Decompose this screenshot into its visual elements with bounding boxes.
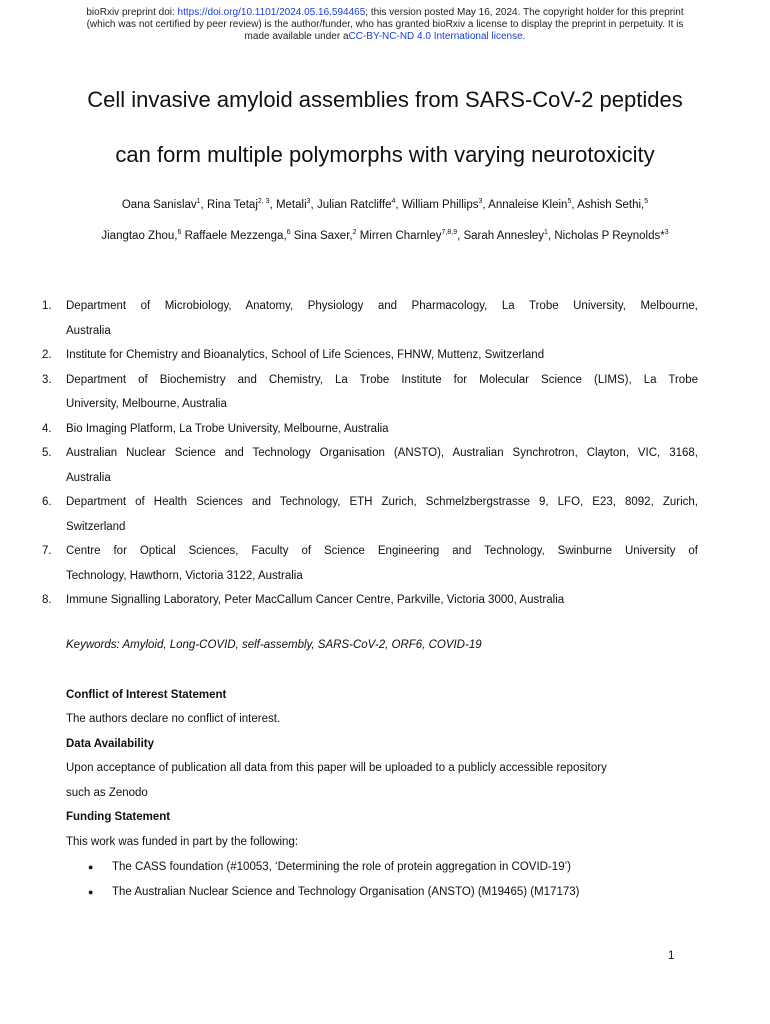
affiliation-item [42,417,698,442]
affiliation-number: 4. [42,422,52,435]
affiliation-text [66,588,698,613]
author-affiliation-mark: 7,8,9 [441,229,458,237]
affiliation-item [42,294,698,343]
author-list [52,198,718,260]
affiliation-line: University, Melbourne, Australia [66,398,227,410]
author [276,199,311,211]
author [577,199,648,211]
title-line-2: can form multiple polymorphs with varying neurotoxicity [115,142,655,167]
notice-line-2: (which was not certified by peer review) is the author/funder, who has granted bioRxiv a license to display the preprint in perpetuity. It is [86,19,684,30]
author [402,199,483,211]
page-number: 1 [668,950,675,962]
funding-list [88,855,698,904]
affiliation-line: Australian Nuclear Science and Technology Organisation (ANSTO), Australian Synchrotron, Clayton, VIC, 3168, [66,447,698,459]
author-affiliation-mark: 6 [177,229,182,237]
funding-item-text: The CASS foundation (#10053, ‘Determining the role of protein aggregation in COVID-19’) [112,861,571,873]
author-affiliation-mark: 2 [352,229,357,237]
author-affiliation-mark: 3 [306,198,311,206]
affiliation-line: Centre for Optical Sciences, Faculty of Science Engineering and Technology, Swinburne University of [66,545,698,557]
data-availability-line-1: Upon acceptance of publication all data from this paper will be uploaded to a publicly accessible repository [66,762,607,774]
author-affiliation-mark: 3 [478,198,483,206]
doi-link[interactable]: https://doi.org/10.1101/2024.05.16.594465 [177,7,366,18]
paper-title [40,86,730,169]
author [360,230,457,242]
author [122,199,201,211]
affiliation-line: Technology, Hawthorn, Victoria 3122, Australia [66,569,303,582]
funding-intro: This work was funded in part by the following: [66,836,299,848]
author-name: Nicholas P Reynolds* [554,230,665,242]
affiliation-number: 6. [42,496,52,508]
author [463,230,547,242]
funding-heading: Funding Statement [66,811,171,823]
author-name: Oana Sanislav [121,199,197,211]
data-availability-line-2: such as Zenodo [66,787,148,799]
author [488,199,571,211]
affiliation-number: 1. [42,300,52,312]
author-name: William Phillips [401,199,479,211]
notice-line-1: bioRxiv preprint doi: https://doi.org/10.1101/2024.05.16.594465; this version posted May 16, 2024. The copyright holder for this preprint [86,7,684,18]
author-affiliation-mark: 4 [391,198,396,206]
title-line-1: Cell invasive amyloid assemblies from SARS-CoV-2 peptides [87,87,683,112]
author-name: Metali [275,199,307,211]
author-name: Raffaele Mezzenga, [184,230,287,242]
author-name: Jiangtao Zhou, [101,230,178,242]
author-affiliation-mark: 6 [286,229,291,237]
affiliation-item [42,368,698,417]
affiliation-item [42,490,698,539]
funding-item [88,880,698,905]
affiliation-line: Department of Microbiology, Anatomy, Physiology and Pharmacology, La Trobe University, Melbourne, [66,300,698,312]
conflict-heading: Conflict of Interest Statement [66,689,227,701]
affiliation-list [42,294,698,613]
author-name: Rina Tetaj [206,199,258,211]
author [101,230,181,242]
author-row-2: Jiangtao Zhou,$^6$ Raffaele Mezzenga,$^6$ Sina Saxer,$^2$ Mirren Charnley$^{7,8,9}$, Sarah Annesley$^1$, Nicholas P Reynolds*$^3$ [101,229,669,242]
affiliation-number: 8. [42,594,52,606]
affiliation-line: Immune Signalling Laboratory, Peter MacCallum Cancer Centre, Parkville, Victoria 3000, Australia [66,594,565,606]
author-row-1: Oana Sanislav$^1$, Rina Tetaj$^{2, 3}$, Metali$^3$, Julian Ratcliffe$^4$, William Phillips$^3$, Annaleise Klein$^5$, Ashish Sethi,$^5$ [121,198,649,211]
author-affiliation-mark: 5 [567,198,572,206]
affiliation-line: Department of Health Sciences and Technology, ETH Zurich, Schmelzbergstrasse 9, LFO, E23, 8092, Zurich, [66,496,698,508]
affiliation-line: Department of Biochemistry and Chemistry, La Trobe Institute for Molecular Science (LIMS), La Trobe [66,373,698,386]
author-affiliation-mark: 1 [196,198,201,206]
affiliation-line: Bio Imaging Platform, La Trobe University, Melbourne, Australia [66,422,389,435]
keywords: Keywords: Amyloid, Long-COVID, self-assembly, SARS-CoV-2, ORF6, COVID-19 [66,639,482,651]
author-affiliation-mark: 2, 3 [257,198,270,206]
affiliation-number: 5. [42,447,52,459]
affiliation-line: Institute for Chemistry and Bioanalytics, School of Life Sciences, FHNW, Muttenz, Switzerland [66,349,545,361]
notice-line-3: made available under aCC-BY-NC-ND 4.0 International license. [244,31,526,42]
license-link[interactable]: CC-BY-NC-ND 4.0 International license [348,31,523,42]
author-affiliation-mark: 3 [664,229,669,237]
affiliation-number: 3. [42,373,52,386]
affiliation-item [42,343,698,368]
author-name: Julian Ratcliffe [316,199,392,211]
author-affiliation-mark: 5 [644,198,649,206]
author [185,230,291,242]
affiliation-item [42,539,698,588]
funding-item-text: The Australian Nuclear Science and Technology Organisation (ANSTO) (M19465) (M17173) [112,885,580,898]
author [294,230,357,242]
affiliation-text [66,343,698,368]
affiliation-number: 7. [42,545,52,557]
author [317,199,395,211]
conflict-text: The authors declare no conflict of interest. [66,713,281,725]
funding-item [88,855,698,880]
affiliation-line: Switzerland [66,520,126,533]
affiliation-line: Australia [66,471,111,484]
affiliation-text [66,368,698,417]
author [207,199,270,211]
author-name: Sarah Annesley [463,230,545,242]
bullet-icon: ● [88,886,94,897]
affiliation-text [66,441,698,490]
preprint-notice [40,7,730,43]
author-name: Mirren Charnley [359,230,442,242]
affiliation-number: 2. [42,349,52,361]
author [554,230,668,242]
author-name: Annaleise Klein [488,199,568,211]
data-availability-heading: Data Availability [66,738,154,750]
author-name: Sina Saxer, [293,230,353,242]
affiliation-item [42,588,698,613]
affiliation-text [66,539,698,588]
affiliation-line: Australia [66,324,111,337]
bullet-icon: ● [88,862,94,872]
affiliation-text [66,490,698,539]
author-name: Ashish Sethi, [577,199,645,211]
affiliation-item [42,441,698,490]
affiliation-text [66,294,698,343]
author-affiliation-mark: 1 [544,229,548,237]
affiliation-text [66,417,698,442]
